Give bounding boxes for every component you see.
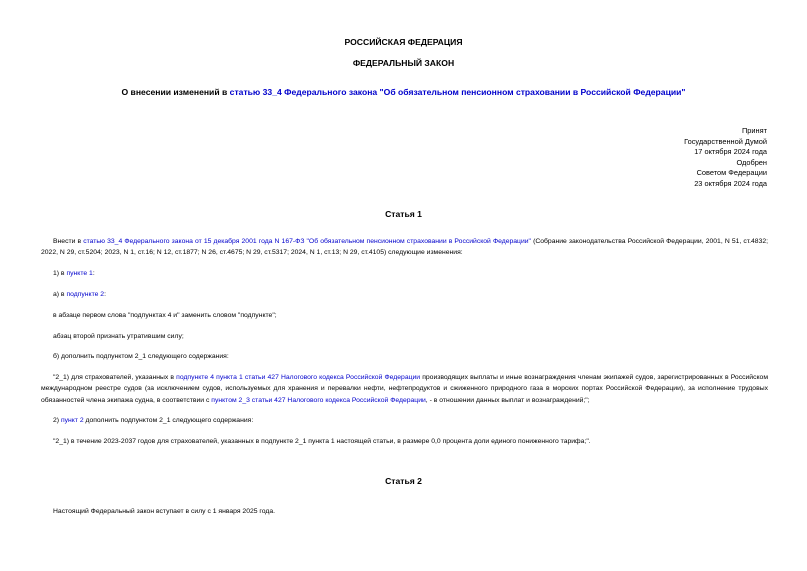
subitem-a <box>41 289 768 300</box>
quote1-link-point-2-3[interactable]: пунктом 2_3 статьи 427 Налогового кодекса Российской Федерации <box>211 396 426 404</box>
law-type-heading: ФЕДЕРАЛЬНЫЙ ЗАКОН <box>352 58 455 68</box>
article-2-heading: Статья 2 <box>385 476 422 486</box>
title-link[interactable]: статью 33_4 Федерального закона "Об обязательном пенсионном страховании в Российской Федерации" <box>229 87 686 97</box>
item-2-link[interactable]: пункт 2 <box>60 417 84 424</box>
subitem-a-prefix: а) в <box>53 291 67 298</box>
article-1-heading: Статья 1 <box>385 209 422 219</box>
subitem-a-link[interactable]: подпункте 2 <box>66 291 105 298</box>
item-1-prefix: 1) в <box>53 270 67 277</box>
quote1-middle: производящих выплаты и иные вознаграждения членам экипажей судов, зарегистрированных в Российском международном реестре судов (за исключением судов, используемых для хранения и перевалки нефти, нефтепродуктов и сжиженного природного газа в морских портах Российской Федерации), за исполнение трудовых обязанностей члена экипажа судна, в соответствии с <box>41 374 768 404</box>
law-title <box>0 87 807 97</box>
title-prefix: О внесении изменений в <box>121 87 230 97</box>
quote1-suffix: , - в отношении данных выплат и вознаграждений;"; <box>425 396 590 404</box>
adoption-line: Принят <box>741 126 767 135</box>
adoption-line: 23 октября 2024 года <box>694 178 767 188</box>
item-1 <box>41 268 768 279</box>
item-2 <box>41 415 768 426</box>
item-2-prefix: 2) <box>53 417 61 424</box>
item-1-suffix: : <box>92 270 95 277</box>
adoption-block <box>684 126 767 190</box>
article-2-text: Настоящий Федеральный закон вступает в силу с 1 января 2025 года. <box>53 508 276 515</box>
intro-link[interactable]: статью 33_4 Федерального закона от 15 декабря 2001 года N 167-ФЗ "Об обязательном пенсионном страховании в Российской Федерации" <box>83 238 531 245</box>
subitem-b: б) дополнить подпунктом 2_1 следующего содержания: <box>53 353 229 360</box>
subitem-a-suffix: : <box>104 291 106 298</box>
item-2-suffix: дополнить подпунктом 2_1 следующего содержания: <box>83 417 254 424</box>
quote-subpoint-2-1-second: "2_1) в течение 2023-2037 годов для страхователей, указанных в подпункте 2_1 пункта 1 настоящей статьи, в размере 0,0 процента доли единого пониженного тарифа;". <box>53 438 591 445</box>
adoption-line: Государственной Думой <box>684 136 767 146</box>
quote1-prefix: "2_1) для страхователей, указанных в <box>53 374 177 381</box>
intro-suffix: (Собрание законодательства Российской Федерации, 2001, N 51, ст.4832; 2022, N 29, ст.5204; 2023, N 1, ст.16; N 12, ст.1877; N 26, ст.4675; N 29, ст.5317; 2024, N 1, ст.13; N 29, ст.4105) следующие изменения: <box>41 238 769 257</box>
paragraph-words-replace: в абзаце первом слова "подпунктах 4 и" заменить словом "подпункте"; <box>53 312 277 319</box>
intro-prefix: Внести в <box>53 238 84 245</box>
quote1-link-tax-code[interactable]: подпункте 4 пункта 1 статьи 427 Налогового кодекса Российской Федерации <box>176 374 421 381</box>
adoption-line: Одобрен <box>736 157 767 167</box>
article-1-intro <box>41 236 768 259</box>
paragraph-second-void: абзац второй признать утратившим силу; <box>53 333 184 340</box>
country-heading: РОССИЙСКАЯ ФЕДЕРАЦИЯ <box>344 37 463 47</box>
adoption-line: Советом Федерации <box>696 168 767 178</box>
adoption-line: 17 октября 2024 года <box>694 147 767 157</box>
item-1-link[interactable]: пункте 1 <box>66 270 93 277</box>
quote-subpoint-2-1-first <box>41 372 768 406</box>
